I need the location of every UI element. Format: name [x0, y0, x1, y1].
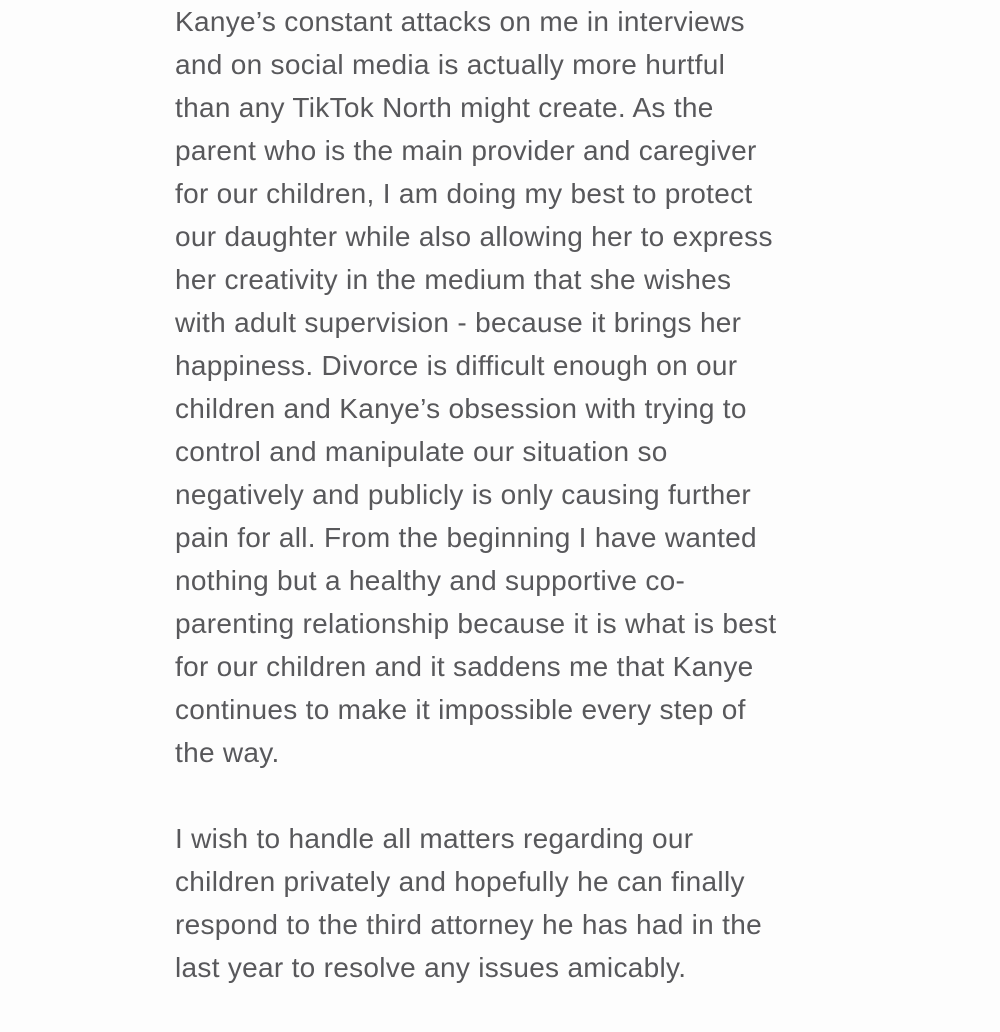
text-line: and on social media is actually more hurtful [175, 49, 726, 80]
text-line: for our children and it saddens me that Kanye [175, 651, 754, 682]
text-line: nothing but a healthy and supportive co- [175, 565, 686, 596]
text-line: happiness. Divorce is difficult enough on our [175, 350, 738, 381]
text-line: than any TikTok North might create. As the [175, 92, 714, 123]
text-line: parenting relationship because it is what is best [175, 608, 777, 639]
text-line: for our children, I am doing my best to protect [175, 178, 753, 209]
text-line: Kanye’s constant attacks on me in interviews [175, 6, 745, 37]
paragraph [175, 817, 855, 989]
statement-body [175, 0, 855, 989]
text-line: parent who is the main provider and caregiver [175, 135, 757, 166]
text-line: negatively and publicly is only causing further [175, 479, 751, 510]
text-line: respond to the third attorney he has had in the [175, 909, 762, 940]
paragraph [175, 0, 855, 774]
text-line: our daughter while also allowing her to express [175, 221, 773, 252]
text-line: continues to make it impossible every step of [175, 694, 746, 725]
text-line: control and manipulate our situation so [175, 436, 668, 467]
text-line: last year to resolve any issues amicably. [175, 952, 687, 983]
text-line: I wish to handle all matters regarding our [175, 823, 694, 854]
text-line: pain for all. From the beginning I have wanted [175, 522, 757, 553]
statement-text [175, 0, 855, 1032]
text-line: children and Kanye’s obsession with trying to [175, 393, 747, 424]
text-line: with adult supervision - because it brings her [175, 307, 742, 338]
text-line: children privately and hopefully he can finally [175, 866, 745, 897]
text-line: her creativity in the medium that she wishes [175, 264, 732, 295]
text-line: the way. [175, 737, 280, 768]
